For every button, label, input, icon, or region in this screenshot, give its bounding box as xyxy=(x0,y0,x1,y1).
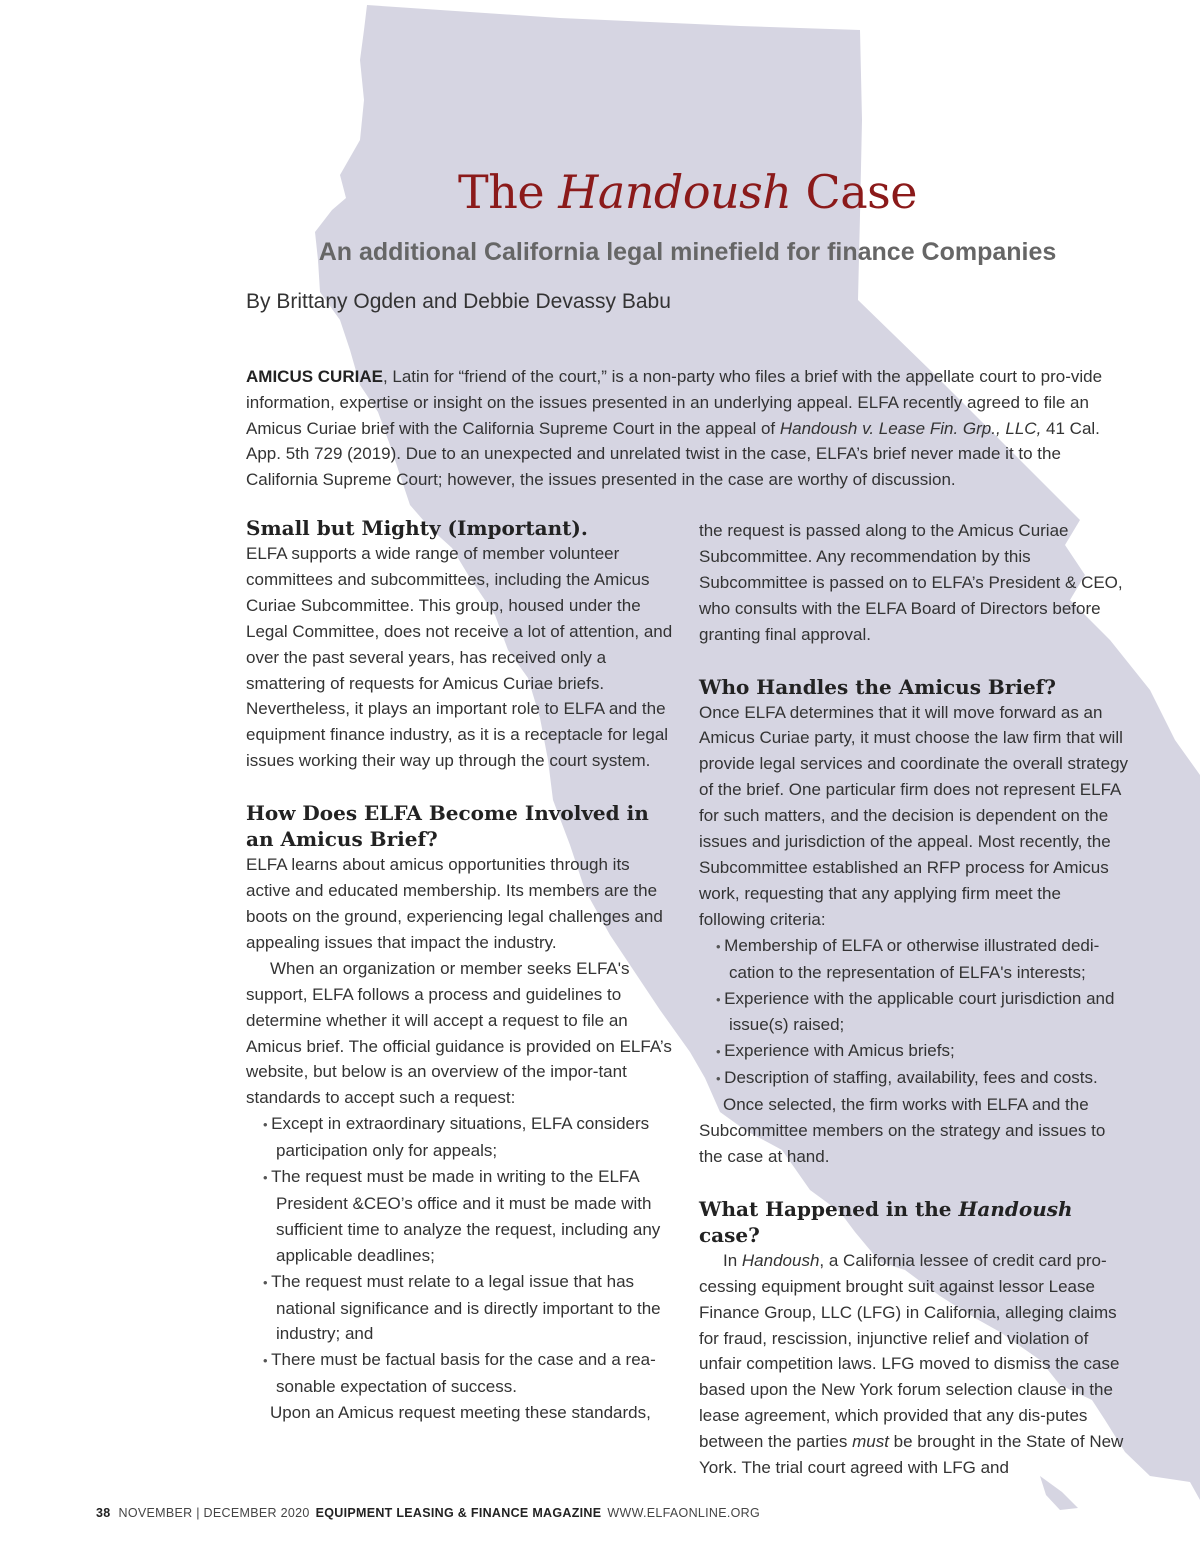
title-italic: Handoush xyxy=(558,165,792,219)
left-paragraph-3: When an organization or member seeks ELFA's support, ELFA follows a process and guidelines to determine whether it will accept a request to file an Amicus brief. The official guidance is provided on ELFA’s website, but below is an overview of the impor-tant standards to accept such a request: xyxy=(246,958,672,1108)
left-paragraph-4: Upon an Amicus request meeting these standards, xyxy=(270,1403,651,1423)
website-url: WWW.ELFAONLINE.ORG xyxy=(607,1506,761,1520)
right-paragraph-3: Once selected, the firm works with ELFA and the Subcommittee members on the strategy and issues to the case at hand. xyxy=(699,1095,1106,1166)
right-paragraph-2: Once ELFA determines that it will move forward as an Amicus Curiae party, it must choose the law firm that will provide legal services and coordinate the overall strategy of the brief. One particular firm does not represent ELFA for such matters, and the decision is dependent on the issues and jurisdiction of the appeal. Most recently, the Subcommittee established an RFP process for Amicus work, requesting that any applying firm meet the following criteria: xyxy=(699,702,1129,929)
heading-italic: Handoush xyxy=(958,1196,1073,1221)
left-column xyxy=(246,515,676,1426)
magazine-name: EQUIPMENT LEASING & FINANCE MAGAZINE xyxy=(315,1506,602,1520)
heading-small-but-mighty: Small but Mighty (Important). xyxy=(246,516,588,540)
title-prefix: The xyxy=(458,165,559,219)
page-number: 38 xyxy=(96,1506,111,1520)
list-item: • The request must relate to a legal issue that has national significance and is directly important to the industry; and xyxy=(246,1269,676,1348)
left-paragraph-1: ELFA supports a wide range of member volunteer committees and subcommittees, including the Amicus Curiae Subcommittee. This group, housed under the Legal Committee, does not receive a lot of attention, and over the past several years, has received only a smattering of requests for Amicus Curiae briefs. Nevertheless, it plays an important role to ELFA and the equipment finance industry, as it is a receptacle for legal issues working their way up through the court system. xyxy=(246,544,673,771)
left-paragraph-2: ELFA learns about amicus opportunities through its active and educated membership. Its members are the boots on the ground, experiencing legal challenges and appealing issues that impact the industry. xyxy=(246,855,663,952)
intro-lead: AMICUS CURIAE xyxy=(246,367,383,386)
intro-text-2: 41 Cal. App. 5th 729 (2019). Due to an unexpected and unrelated twist in the case, ELFA’s brief never made it to the California Supreme Court; however, the issues presented in the case are worthy of discussion. xyxy=(246,418,1100,490)
must-italic: must xyxy=(852,1432,889,1452)
list-item: • The request must be made in writing to the ELFA President &CEO’s office and it must be made with sufficient time to analyze the request, including any applicable deadlines; xyxy=(246,1164,676,1269)
title-suffix: Case xyxy=(791,165,917,219)
text-run: , a California lessee of credit card pro-cessing equipment brought suit against lessor Lease Finance Group, LLC (LFG) in California, alleging claims for fraud, rescission, injunctive relief and violation of unfair competition laws. LFG moved to dismiss the case based upon the New York forum selection clause in the lease agreement, which provided that any dis-putes between the parties xyxy=(699,1250,1120,1452)
firm-criteria-list xyxy=(699,933,1129,1092)
heading-who-handles: Who Handles the Amicus Brief? xyxy=(699,674,1057,699)
list-item: • Experience with the applicable court jurisdiction and issue(s) raised; xyxy=(699,986,1129,1039)
article-title xyxy=(0,165,1200,219)
heading-what-happened xyxy=(699,1196,1129,1248)
heading-how-does-elfa: How Does ELFA Become Involved in an Amicus Brief? xyxy=(246,801,649,852)
case-name-italic: Handoush xyxy=(741,1250,820,1270)
list-item: • Description of staffing, availability, fees and costs. xyxy=(699,1065,1129,1092)
intro-case-name: Handoush v. Lease Fin. Grp., LLC, xyxy=(779,418,1042,438)
intro-text-1: , Latin for “friend of the court,” is a non-party who files a brief with the appellate court to pro-vide information, expertise or insight on the issues presented in an underlying appeal. ELFA recently agreed to file an Amicus Curiae brief with the California Supreme Court in the appeal of xyxy=(246,367,1103,438)
article-subtitle: An additional California legal minefield for finance Companies xyxy=(318,238,1057,266)
list-item: • Membership of ELFA or otherwise illustrated dedi-cation to the representation of ELFA's interests; xyxy=(699,933,1129,986)
heading-part: What Happened in the xyxy=(699,1196,959,1221)
request-standards-list xyxy=(246,1111,676,1400)
list-item: • There must be factual basis for the case and a rea-sonable expectation of success. xyxy=(246,1347,676,1400)
right-paragraph-1: the request is passed along to the Amicus Curiae Subcommittee. Any recommendation by this Subcommittee is passed on to ELFA’s President & CEO, who consults with the ELFA Board of Directors before granting final approval. xyxy=(699,521,1123,644)
right-paragraph-4 xyxy=(699,1248,1129,1481)
byline: By Brittany Ogden and Debbie Devassy Babu xyxy=(246,290,671,313)
right-column xyxy=(699,518,1129,1481)
issue-date: NOVEMBER | DECEMBER 2020 xyxy=(118,1506,310,1520)
text-run: In xyxy=(723,1250,742,1270)
text-run: be brought in the State of New York. The trial court agreed with LFG and xyxy=(699,1432,1124,1478)
list-item: • Except in extraordinary situations, ELFA considers participation only for appeals; xyxy=(246,1111,676,1164)
intro-paragraph xyxy=(246,364,1132,493)
list-item: • Experience with Amicus briefs; xyxy=(699,1038,1129,1065)
heading-part: case? xyxy=(699,1222,760,1247)
page-footer xyxy=(96,1506,760,1520)
